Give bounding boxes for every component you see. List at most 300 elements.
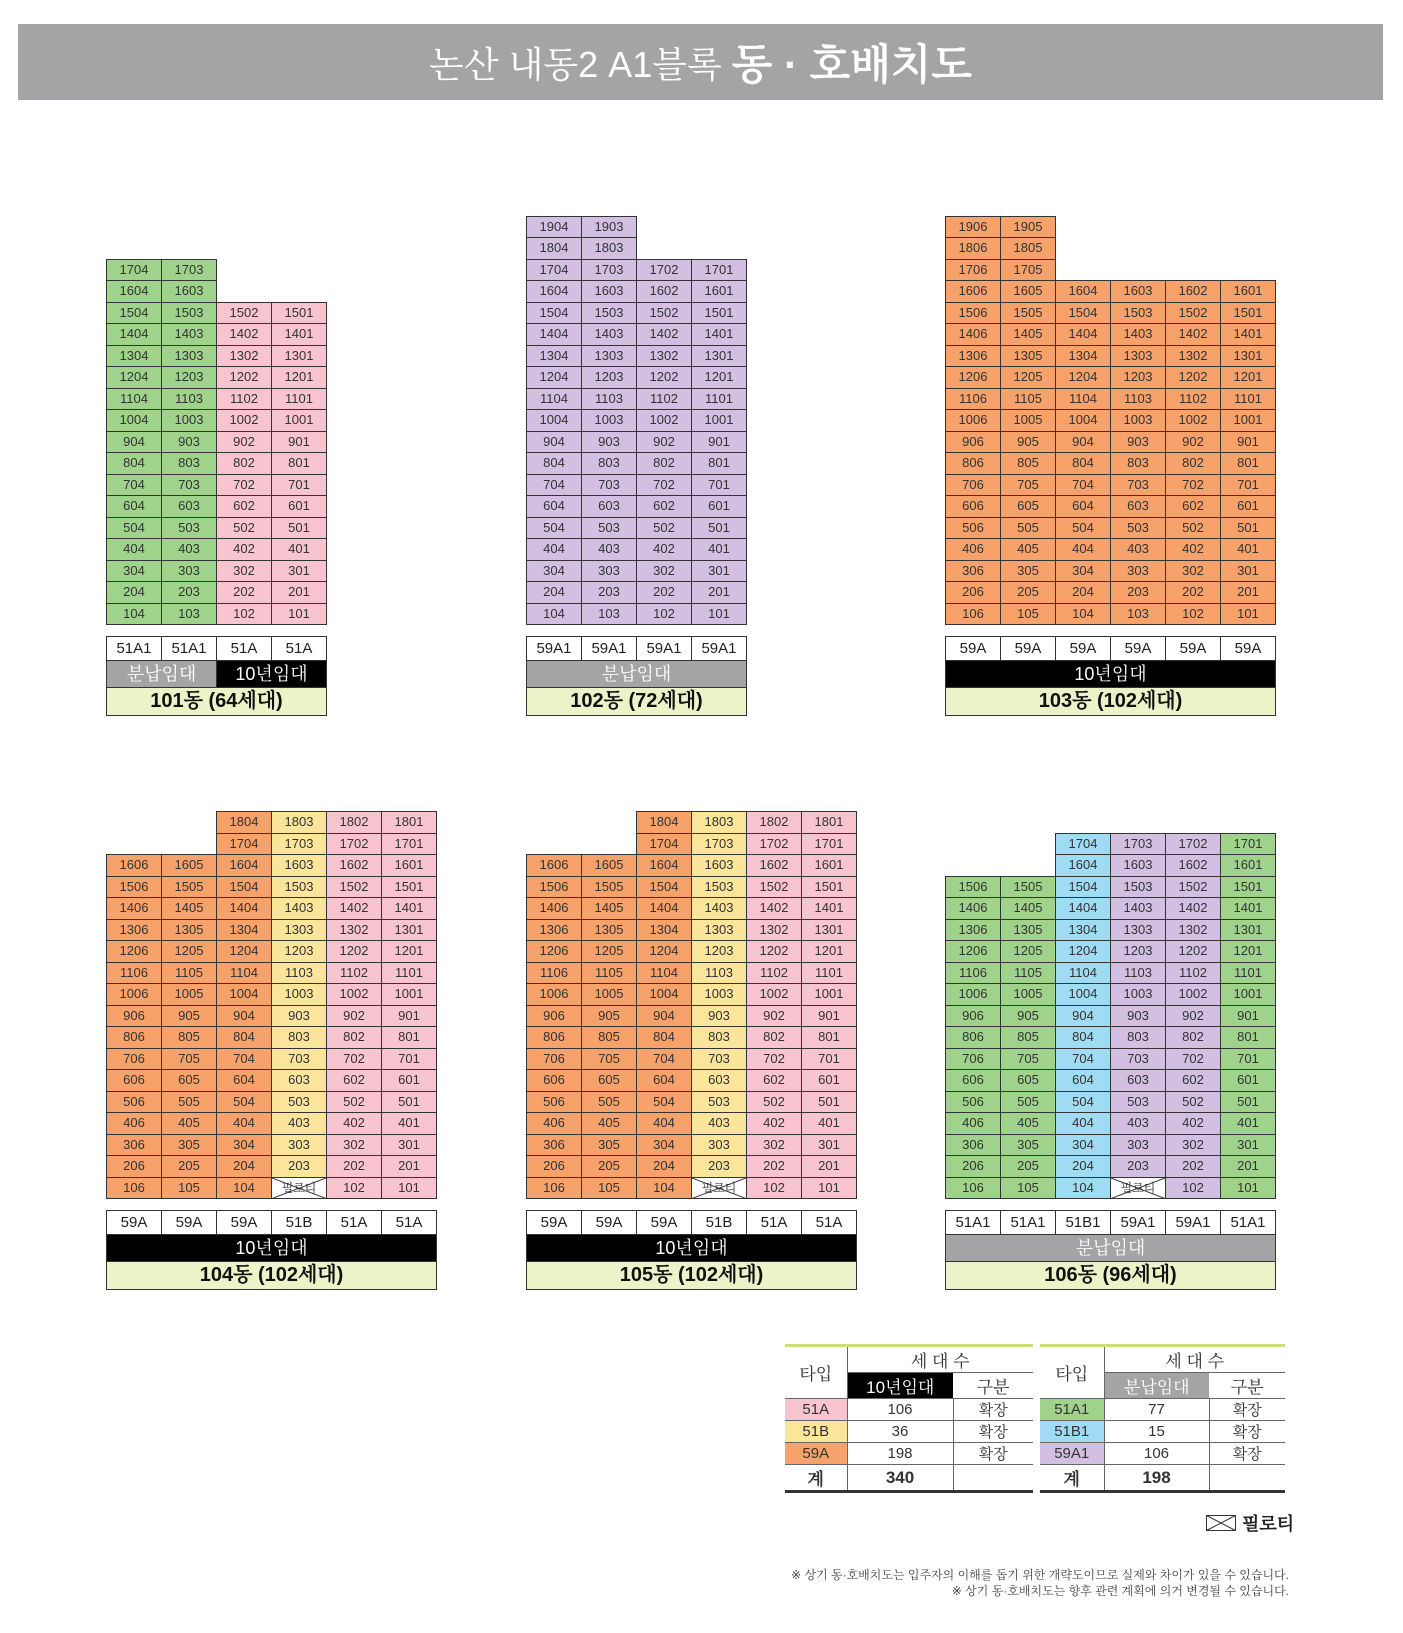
unit-cell: 1405 bbox=[581, 897, 637, 920]
unit-cell: 1904 bbox=[526, 216, 582, 239]
unit-cell: 101 bbox=[691, 603, 747, 626]
unit-cell: 506 bbox=[526, 1091, 582, 1114]
unit-cell: 1301 bbox=[1220, 345, 1276, 368]
pilotis-icon bbox=[1206, 1515, 1236, 1531]
unit-cell: 1601 bbox=[801, 854, 857, 877]
unit-cell: 1601 bbox=[1220, 854, 1276, 877]
unit-cell: 604 bbox=[636, 1069, 692, 1092]
unit-cell: 1803 bbox=[271, 811, 327, 834]
unit-cell: 1303 bbox=[271, 919, 327, 942]
unit-cell: 906 bbox=[526, 1005, 582, 1028]
unit-cell: 502 bbox=[636, 517, 692, 540]
unit-cell: 806 bbox=[526, 1026, 582, 1049]
category-bar: 10년임대 bbox=[945, 660, 1276, 688]
unit-cell: 205 bbox=[1000, 1155, 1056, 1178]
unit-cell: 305 bbox=[161, 1134, 217, 1157]
unit-cell: 302 bbox=[1165, 560, 1221, 583]
unit-cell: 1105 bbox=[581, 962, 637, 985]
legend-count: 15 bbox=[1104, 1421, 1209, 1443]
unit-cell: 1704 bbox=[216, 833, 272, 856]
unit-cell: 1501 bbox=[1220, 876, 1276, 899]
unit-cell: 402 bbox=[216, 538, 272, 561]
unit-cell: 303 bbox=[691, 1134, 747, 1157]
unit-cell: 1806 bbox=[945, 237, 1001, 260]
unit-cell: 203 bbox=[1110, 581, 1166, 604]
unit-cell: 1501 bbox=[801, 876, 857, 899]
unit-cell: 306 bbox=[526, 1134, 582, 1157]
unit-cell: 1003 bbox=[691, 983, 747, 1006]
unit-cell: 701 bbox=[381, 1048, 437, 1071]
unit-cell: 803 bbox=[271, 1026, 327, 1049]
unit-cell: 1905 bbox=[1000, 216, 1056, 239]
unit-cell: 1703 bbox=[581, 259, 637, 282]
unit-cell: 1304 bbox=[636, 919, 692, 942]
unit-cell: 1005 bbox=[581, 983, 637, 1006]
unit-cell: 303 bbox=[1110, 560, 1166, 583]
unit-cell: 703 bbox=[1110, 474, 1166, 497]
unit-cell: 1103 bbox=[691, 962, 747, 985]
unit-cell: 1504 bbox=[526, 302, 582, 325]
unit-cell: 1701 bbox=[1220, 833, 1276, 856]
unit-cell: 101 bbox=[1220, 1177, 1276, 1200]
unit-cell: 1201 bbox=[1220, 366, 1276, 389]
legend-table-10yr-rental bbox=[785, 1344, 1033, 1493]
pilotis-legend-label: 필로티 bbox=[1242, 1514, 1295, 1534]
footnote: ※ 상기 동·호배치도는 입주자의 이해를 돕기 위한 개략도이므로 실제와 차이가 있을 수 있습니다. bbox=[791, 1568, 1289, 1582]
unit-cell: 1602 bbox=[1165, 854, 1221, 877]
unit-cell: 401 bbox=[1220, 1112, 1276, 1135]
unit-cell: 1002 bbox=[1165, 409, 1221, 432]
unit-cell: 604 bbox=[1055, 495, 1111, 518]
footnote: ※ 상기 동·호배치도는 향후 관련 계획에 의거 변경될 수 있습니다. bbox=[951, 1584, 1289, 1598]
unit-type-cell: 51A bbox=[216, 636, 272, 661]
unit-cell: 202 bbox=[1165, 581, 1221, 604]
unit-cell: 1705 bbox=[1000, 259, 1056, 282]
unit-cell: 1303 bbox=[1110, 345, 1166, 368]
unit-cell: 502 bbox=[1165, 517, 1221, 540]
unit-cell: 602 bbox=[636, 495, 692, 518]
unit-cell: 503 bbox=[161, 517, 217, 540]
unit-cell: 1605 bbox=[161, 854, 217, 877]
unit-cell: 1304 bbox=[1055, 345, 1111, 368]
unit-cell: 906 bbox=[945, 431, 1001, 454]
unit-type-cell: 59A bbox=[1000, 636, 1056, 661]
unit-type-cell: 59A bbox=[1055, 636, 1111, 661]
unit-cell: 702 bbox=[326, 1048, 382, 1071]
unit-cell: 1304 bbox=[526, 345, 582, 368]
unit-cell: 1703 bbox=[691, 833, 747, 856]
unit-cell: 1501 bbox=[381, 876, 437, 899]
unit-cell: 106 bbox=[945, 603, 1001, 626]
unit-cell: 503 bbox=[581, 517, 637, 540]
legend-type-header: 타입 bbox=[1040, 1346, 1104, 1399]
unit-cell: 103 bbox=[581, 603, 637, 626]
unit-cell: 203 bbox=[161, 581, 217, 604]
unit-cell: 1405 bbox=[1000, 323, 1056, 346]
unit-cell: 1401 bbox=[271, 323, 327, 346]
pilotis-cell bbox=[691, 1177, 747, 1200]
unit-cell: 1003 bbox=[581, 409, 637, 432]
unit-cell: 701 bbox=[271, 474, 327, 497]
unit-cell: 606 bbox=[106, 1069, 162, 1092]
unit-cell: 1704 bbox=[636, 833, 692, 856]
legend-row bbox=[785, 1443, 1033, 1465]
legend-total-label: 계 bbox=[785, 1465, 847, 1492]
unit-cell: 504 bbox=[1055, 1091, 1111, 1114]
unit-cell: 1303 bbox=[1110, 919, 1166, 942]
unit-cell: 1104 bbox=[636, 962, 692, 985]
unit-cell: 1002 bbox=[746, 983, 802, 1006]
unit-cell: 1102 bbox=[1165, 388, 1221, 411]
unit-cell: 1703 bbox=[271, 833, 327, 856]
unit-cell: 403 bbox=[581, 538, 637, 561]
unit-cell: 505 bbox=[161, 1091, 217, 1114]
unit-cell: 204 bbox=[636, 1155, 692, 1178]
unit-cell: 202 bbox=[326, 1155, 382, 1178]
unit-cell: 404 bbox=[1055, 538, 1111, 561]
unit-cell: 403 bbox=[691, 1112, 747, 1135]
unit-cell: 506 bbox=[106, 1091, 162, 1114]
unit-cell: 1501 bbox=[271, 302, 327, 325]
unit-type-cell: 51B bbox=[691, 1210, 747, 1235]
unit-cell: 1105 bbox=[1000, 962, 1056, 985]
unit-cell: 1502 bbox=[636, 302, 692, 325]
unit-cell: 903 bbox=[1110, 1005, 1166, 1028]
unit-cell: 605 bbox=[1000, 495, 1056, 518]
unit-cell: 1604 bbox=[216, 854, 272, 877]
unit-cell: 1202 bbox=[746, 940, 802, 963]
unit-cell: 1203 bbox=[1110, 940, 1166, 963]
unit-cell: 504 bbox=[106, 517, 162, 540]
unit-cell: 1903 bbox=[581, 216, 637, 239]
unit-type-cell: 51A bbox=[746, 1210, 802, 1235]
unit-cell: 1504 bbox=[1055, 302, 1111, 325]
unit-cell: 703 bbox=[1110, 1048, 1166, 1071]
unit-cell: 705 bbox=[1000, 474, 1056, 497]
unit-cell: 1501 bbox=[1220, 302, 1276, 325]
unit-cell: 305 bbox=[1000, 560, 1056, 583]
unit-cell: 1502 bbox=[1165, 876, 1221, 899]
unit-cell: 301 bbox=[1220, 1134, 1276, 1157]
unit-cell: 1601 bbox=[381, 854, 437, 877]
unit-cell: 1101 bbox=[1220, 388, 1276, 411]
unit-cell: 1203 bbox=[691, 940, 747, 963]
unit-cell: 802 bbox=[216, 452, 272, 475]
legend-remark-header: 구분 bbox=[953, 1373, 1033, 1399]
unit-cell: 1401 bbox=[381, 897, 437, 920]
unit-cell: 404 bbox=[636, 1112, 692, 1135]
legend-total-value: 198 bbox=[1104, 1465, 1209, 1492]
unit-cell: 106 bbox=[526, 1177, 582, 1200]
unit-cell: 502 bbox=[1165, 1091, 1221, 1114]
unit-type-cell: 59A bbox=[161, 1210, 217, 1235]
unit-cell: 1306 bbox=[526, 919, 582, 942]
unit-cell: 1401 bbox=[1220, 897, 1276, 920]
page-title-main: 논산 내동2 A1블록 bbox=[429, 43, 722, 85]
unit-cell: 1201 bbox=[271, 366, 327, 389]
unit-cell: 701 bbox=[801, 1048, 857, 1071]
unit-cell: 1001 bbox=[381, 983, 437, 1006]
unit-cell: 1406 bbox=[945, 323, 1001, 346]
unit-cell: 1406 bbox=[106, 897, 162, 920]
unit-cell: 301 bbox=[381, 1134, 437, 1157]
unit-cell: 1604 bbox=[1055, 280, 1111, 303]
unit-cell: 1405 bbox=[1000, 897, 1056, 920]
unit-cell: 1503 bbox=[1110, 876, 1166, 899]
unit-cell: 101 bbox=[1220, 603, 1276, 626]
unit-cell: 1101 bbox=[271, 388, 327, 411]
unit-type-cell: 51A bbox=[271, 636, 327, 661]
unit-type-cell: 51A1 bbox=[161, 636, 217, 661]
unit-cell: 1504 bbox=[216, 876, 272, 899]
unit-cell: 1202 bbox=[216, 366, 272, 389]
building-label: 104동 (102세대) bbox=[106, 1261, 437, 1290]
unit-cell: 902 bbox=[746, 1005, 802, 1028]
unit-cell: 601 bbox=[271, 495, 327, 518]
unit-cell: 1704 bbox=[1055, 833, 1111, 856]
unit-cell: 304 bbox=[636, 1134, 692, 1157]
unit-cell: 102 bbox=[216, 603, 272, 626]
unit-cell: 1005 bbox=[1000, 983, 1056, 1006]
unit-cell: 1701 bbox=[381, 833, 437, 856]
unit-cell: 403 bbox=[1110, 1112, 1166, 1135]
unit-cell: 1601 bbox=[691, 280, 747, 303]
unit-cell: 603 bbox=[1110, 1069, 1166, 1092]
unit-cell: 301 bbox=[271, 560, 327, 583]
unit-cell: 1004 bbox=[1055, 983, 1111, 1006]
unit-cell: 102 bbox=[746, 1177, 802, 1200]
unit-type-cell: 51A1 bbox=[945, 1210, 1001, 1235]
unit-cell: 1006 bbox=[945, 409, 1001, 432]
unit-cell: 1801 bbox=[381, 811, 437, 834]
unit-cell: 1502 bbox=[746, 876, 802, 899]
unit-cell: 203 bbox=[271, 1155, 327, 1178]
unit-cell: 104 bbox=[526, 603, 582, 626]
unit-cell: 904 bbox=[636, 1005, 692, 1028]
unit-cell: 706 bbox=[945, 474, 1001, 497]
legend-row bbox=[1040, 1421, 1285, 1443]
unit-cell: 1204 bbox=[526, 366, 582, 389]
legend-units-header: 세 대 수 bbox=[847, 1346, 1033, 1373]
unit-type-cell: 51A bbox=[801, 1210, 857, 1235]
unit-cell: 1604 bbox=[1055, 854, 1111, 877]
unit-type-cell: 59A bbox=[636, 1210, 692, 1235]
unit-cell: 403 bbox=[271, 1112, 327, 1135]
pilotis-label: 필로티 bbox=[701, 1180, 737, 1195]
unit-cell: 406 bbox=[945, 1112, 1001, 1135]
unit-cell: 805 bbox=[1000, 1026, 1056, 1049]
unit-cell: 1701 bbox=[801, 833, 857, 856]
unit-cell: 1205 bbox=[161, 940, 217, 963]
unit-cell: 201 bbox=[271, 581, 327, 604]
unit-cell: 1003 bbox=[1110, 983, 1166, 1006]
unit-cell: 1503 bbox=[691, 876, 747, 899]
unit-cell: 502 bbox=[746, 1091, 802, 1114]
unit-cell: 1203 bbox=[271, 940, 327, 963]
unit-cell: 302 bbox=[1165, 1134, 1221, 1157]
unit-cell: 1604 bbox=[526, 280, 582, 303]
legend-count: 198 bbox=[847, 1443, 953, 1465]
unit-cell: 904 bbox=[106, 431, 162, 454]
unit-cell: 601 bbox=[801, 1069, 857, 1092]
unit-cell: 1302 bbox=[216, 345, 272, 368]
unit-cell: 303 bbox=[271, 1134, 327, 1157]
unit-cell: 104 bbox=[1055, 603, 1111, 626]
unit-cell: 1302 bbox=[1165, 919, 1221, 942]
unit-cell: 1804 bbox=[636, 811, 692, 834]
unit-cell: 1301 bbox=[271, 345, 327, 368]
unit-cell: 603 bbox=[691, 1069, 747, 1092]
unit-cell: 1004 bbox=[636, 983, 692, 1006]
unit-cell: 1206 bbox=[526, 940, 582, 963]
unit-cell: 1302 bbox=[746, 919, 802, 942]
unit-cell: 505 bbox=[1000, 1091, 1056, 1114]
unit-cell: 1206 bbox=[106, 940, 162, 963]
unit-cell: 1505 bbox=[1000, 302, 1056, 325]
unit-cell: 1106 bbox=[106, 962, 162, 985]
unit-cell: 405 bbox=[161, 1112, 217, 1135]
unit-cell: 304 bbox=[1055, 1134, 1111, 1157]
unit-cell: 604 bbox=[526, 495, 582, 518]
unit-cell: 1103 bbox=[271, 962, 327, 985]
unit-cell: 1804 bbox=[526, 237, 582, 260]
unit-cell: 1003 bbox=[271, 983, 327, 1006]
unit-type-cell: 51B bbox=[271, 1210, 327, 1235]
unit-cell: 1102 bbox=[1165, 962, 1221, 985]
unit-cell: 1104 bbox=[216, 962, 272, 985]
unit-type-cell: 59A bbox=[1220, 636, 1276, 661]
unit-cell: 203 bbox=[581, 581, 637, 604]
unit-cell: 1101 bbox=[1220, 962, 1276, 985]
legend-remark: 확장 bbox=[1209, 1443, 1285, 1465]
pilotis-legend bbox=[1206, 1510, 1294, 1536]
unit-cell: 1104 bbox=[1055, 388, 1111, 411]
unit-cell: 501 bbox=[271, 517, 327, 540]
unit-cell: 804 bbox=[106, 452, 162, 475]
legend-count: 106 bbox=[1104, 1443, 1209, 1465]
unit-cell: 105 bbox=[1000, 603, 1056, 626]
unit-cell: 201 bbox=[691, 581, 747, 604]
unit-cell: 106 bbox=[945, 1177, 1001, 1200]
unit-cell: 1004 bbox=[106, 409, 162, 432]
unit-cell: 1006 bbox=[945, 983, 1001, 1006]
unit-cell: 705 bbox=[581, 1048, 637, 1071]
unit-cell: 1503 bbox=[271, 876, 327, 899]
unit-cell: 902 bbox=[1165, 1005, 1221, 1028]
unit-cell: 1205 bbox=[1000, 940, 1056, 963]
unit-cell: 706 bbox=[106, 1048, 162, 1071]
unit-cell: 1004 bbox=[216, 983, 272, 1006]
unit-cell: 103 bbox=[1110, 603, 1166, 626]
unit-cell: 1804 bbox=[216, 811, 272, 834]
unit-cell: 1104 bbox=[1055, 962, 1111, 985]
unit-cell: 901 bbox=[271, 431, 327, 454]
unit-cell: 1002 bbox=[326, 983, 382, 1006]
unit-cell: 605 bbox=[161, 1069, 217, 1092]
unit-cell: 503 bbox=[1110, 1091, 1166, 1114]
unit-cell: 1103 bbox=[1110, 388, 1166, 411]
category-bar: 10년임대 bbox=[526, 1234, 857, 1262]
unit-type-cell: 51A1 bbox=[106, 636, 162, 661]
unit-cell: 805 bbox=[161, 1026, 217, 1049]
unit-cell: 1403 bbox=[691, 897, 747, 920]
unit-cell: 1306 bbox=[106, 919, 162, 942]
unit-cell: 504 bbox=[216, 1091, 272, 1114]
legend-row bbox=[1040, 1399, 1285, 1421]
unit-cell: 501 bbox=[801, 1091, 857, 1114]
unit-cell: 202 bbox=[746, 1155, 802, 1178]
unit-cell: 1603 bbox=[581, 280, 637, 303]
legend-total-value: 340 bbox=[847, 1465, 953, 1492]
unit-cell: 701 bbox=[1220, 474, 1276, 497]
unit-cell: 805 bbox=[581, 1026, 637, 1049]
unit-cell: 1203 bbox=[161, 366, 217, 389]
unit-cell: 602 bbox=[1165, 495, 1221, 518]
unit-type-cell: 51A1 bbox=[1220, 1210, 1276, 1235]
footnotes bbox=[791, 1567, 1289, 1599]
unit-cell: 606 bbox=[945, 1069, 1001, 1092]
unit-cell: 1201 bbox=[691, 366, 747, 389]
unit-cell: 501 bbox=[1220, 1091, 1276, 1114]
unit-cell: 401 bbox=[271, 538, 327, 561]
unit-cell: 303 bbox=[1110, 1134, 1166, 1157]
unit-cell: 1305 bbox=[161, 919, 217, 942]
unit-cell: 103 bbox=[161, 603, 217, 626]
legend-category-header: 10년임대 bbox=[847, 1373, 953, 1399]
unit-cell: 1506 bbox=[945, 302, 1001, 325]
unit-cell: 401 bbox=[1220, 538, 1276, 561]
unit-cell: 702 bbox=[636, 474, 692, 497]
unit-cell: 1602 bbox=[636, 280, 692, 303]
unit-cell: 802 bbox=[1165, 1026, 1221, 1049]
unit-cell: 1506 bbox=[106, 876, 162, 899]
unit-cell: 202 bbox=[1165, 1155, 1221, 1178]
unit-cell: 601 bbox=[381, 1069, 437, 1092]
unit-cell: 401 bbox=[691, 538, 747, 561]
unit-cell: 602 bbox=[326, 1069, 382, 1092]
unit-cell: 205 bbox=[581, 1155, 637, 1178]
unit-type-cell: 59A bbox=[106, 1210, 162, 1235]
unit-cell: 301 bbox=[801, 1134, 857, 1157]
unit-cell: 1203 bbox=[1110, 366, 1166, 389]
unit-cell: 1105 bbox=[161, 962, 217, 985]
unit-cell: 206 bbox=[945, 581, 1001, 604]
legend-total-row bbox=[785, 1465, 1033, 1492]
unit-cell: 902 bbox=[1165, 431, 1221, 454]
unit-cell: 803 bbox=[691, 1026, 747, 1049]
unit-cell: 903 bbox=[271, 1005, 327, 1028]
unit-cell: 703 bbox=[161, 474, 217, 497]
unit-cell: 702 bbox=[1165, 474, 1221, 497]
unit-cell: 102 bbox=[1165, 603, 1221, 626]
unit-cell: 304 bbox=[526, 560, 582, 583]
unit-cell: 1102 bbox=[636, 388, 692, 411]
unit-cell: 104 bbox=[106, 603, 162, 626]
unit-cell: 1006 bbox=[106, 983, 162, 1006]
pilotis-label: 필로티 bbox=[1120, 1180, 1156, 1195]
unit-cell: 1702 bbox=[326, 833, 382, 856]
unit-cell: 1906 bbox=[945, 216, 1001, 239]
unit-cell: 1102 bbox=[746, 962, 802, 985]
unit-cell: 1803 bbox=[691, 811, 747, 834]
unit-cell: 1301 bbox=[801, 919, 857, 942]
category-bar: 10년임대 bbox=[216, 660, 327, 688]
legend-type: 51A bbox=[785, 1399, 847, 1421]
unit-cell: 1003 bbox=[1110, 409, 1166, 432]
unit-cell: 1205 bbox=[1000, 366, 1056, 389]
unit-cell: 1404 bbox=[636, 897, 692, 920]
unit-cell: 405 bbox=[581, 1112, 637, 1135]
